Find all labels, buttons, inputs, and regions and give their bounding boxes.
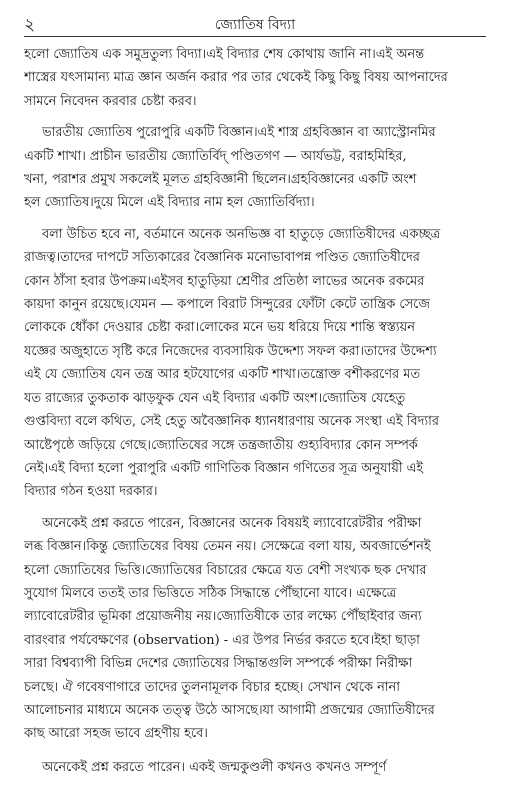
text-line: বলা উচিত হবে না, বর্তমানে অনেক অনভিজ্ঞ বা হাতুড়ে জ্যোতিষীদের একচ্ছত্র: [42, 226, 441, 242]
paragraph: [24, 43, 486, 113]
text-line: অনেকেই প্রশ্ন করতে পারেন। একই জন্মকুণ্ডলী কখনও কখনও সম্পূর্ণ: [42, 759, 387, 775]
text-line: যজ্ঞের অজুহাতে সৃষ্টি করে নিজেদের ব্যবসায়িক উদ্দেশ্য সফল করা।তাদের উদ্দেশ্য: [24, 343, 437, 359]
text-line: সামনে নিবেদন করবার চেষ্টা করব।: [24, 93, 197, 109]
text-line: কাছ আরো সহজ ভাবে গ্রহণীয় হবে।: [24, 726, 208, 742]
text-line: ভারতীয় জ্যোতিষ পুরোপুরি একটি বিজ্ঞান।এই শাস্ত্র গ্রহবিজ্ঞান বা অ্যাস্ট্রোনমির: [42, 125, 436, 141]
paragraph: [24, 121, 486, 215]
text-line: সুযোগ মিলবে ততই তার ভিত্তিতে সঠিক সিদ্ধান্তে পৌঁছানো যাবে। এক্ষেত্রে: [24, 585, 397, 601]
running-title: জ্যোতিষ বিদ্যা: [214, 17, 296, 33]
text-line: বারংবার পর্যবেক্ষণের (observation) - এর উপর নির্ভর করতে হবে।ইহা ছাড়া: [24, 632, 420, 648]
text-line: বিদ্যার গঠন হওয়া দরকার।: [24, 484, 158, 500]
text-line: গুপ্তবিদ্যা বলে কথিত, সেই হেতু অবৈজ্ঞানিক ধ্যানধারণায় অনেক সংস্থা এই বিদ্যার: [24, 414, 439, 430]
text-line: আষ্টেপৃষ্ঠে জড়িয়ে গেছে।জ্যোতিষের সঙ্গে তন্ত্রজাতীয় গুহ্যবিদ্যার কোন সম্পর্ক: [24, 437, 418, 453]
text-line: লব্ধ বিজ্ঞান।কিন্তু জ্যোতিষের বিষয় তেমন নয়। সেক্ষেত্রে বলা যায়, অবজার্ভেশনই: [24, 539, 431, 555]
text-line: নেই।এই বিদ্যা হলো পুরাপুরি একটি গাণিতিক বিজ্ঞান গণিতের সূত্র অনুযায়ী এই: [24, 460, 424, 476]
text-line: একটি শাখা। প্রাচীন ভারতীয় জ্যোতির্বিদ্ পণ্ডিতগণ — আর্যভট্ট, বরাহমিহির,: [24, 148, 407, 164]
text-line: খনা, পরাশর প্রমুখ সকলেই মূলত গ্রহবিজ্ঞানী ছিলেন।গ্রহবিজ্ঞানের একটি অংশ: [24, 172, 417, 188]
text-line: সারা বিশ্বব্যাপী বিভিন্ন দেশের জ্যোতিষের সিদ্ধান্তগুলি সম্পর্কে পরীক্ষা নিরীক্ষা: [24, 656, 413, 672]
page-header: [24, 10, 486, 37]
text-line: লোককে ধোঁকা দেওয়ার চেষ্টা করা।লোকের মনে ভয় ধরিয়ে দিয়ে শান্তি স্বস্ত্যয়ন: [24, 320, 415, 336]
paragraph: [24, 512, 486, 746]
paragraph: [24, 756, 486, 779]
body-text: [24, 43, 486, 779]
text-line: কোন ঠাঁসা হবার উপক্রম।এইসব হাতুড়িয়া শ্রেণীর প্রতিষ্ঠা লাভের অনেক রকমের: [24, 273, 425, 289]
text-line: হলো জ্যোতিষ এক সমুদ্রতুল্য বিদ্যা।এই বিদ্যার শেষ কোথায় জানি না।এই অনন্ত: [24, 47, 425, 62]
text-line: অনেকেই প্রশ্ন করতে পারেন, বিজ্ঞানের অনেক বিষয়ই ল্যাবোরেটরীর পরীক্ষা: [42, 515, 422, 531]
paragraph: [24, 223, 486, 504]
text-line: চলছে। ঐ গবেষণাগারে তাদের তুলনামূলক বিচার হচ্ছে। সেখান থেকে নানা: [24, 679, 400, 695]
text-line: হলো জ্যোতিষের ভিত্তি।জ্যোতিষের বিচারের ক্ষেত্রে যত বেশী সংখ্যক ছক দেখার: [24, 562, 427, 578]
text-line: কায়দা কানুন রয়েছে।যেমন — কপালে বিরাট সিন্দুরের ফোঁটা কেটে তান্ত্রিক সেজে: [24, 297, 430, 313]
text-line: হল জ্যোতিষ।দুয়ে মিলে এই বিদ্যার নাম হল জ্যোতির্বিদ্যা।: [24, 195, 315, 211]
text-line: যত রাজ্যের তুকতাক ঝাড়ফুক যেন এই বিদ্যার একটি অংশ।জ্যোতিষ যেহেতু: [24, 390, 406, 406]
text-line: শাস্ত্রের যৎসামান্য মাত্র জ্ঞান অর্জন করার পর তার থেকেই কিছু কিছু বিষয় আপনাদের: [24, 70, 448, 86]
text-line: ল্যাবোরেটরীর ভূমিকা প্রয়োজনীয় নয়।জ্যোতিষীকে তার লক্ষ্যে পৌঁছাইবার জন্য: [24, 609, 422, 625]
text-line: আলোচনার মাধ্যমে অনেক তত্ত্ব উঠে আসছে।যা আগামী প্রজন্মের জ্যোতিষীদের: [24, 702, 435, 718]
text-line: এই যে জ্যোতিষ যেন তন্ত্র আর হটযোগের একটি শাখা।তন্ত্রোক্ত বশীকরণের মত: [24, 367, 421, 383]
page-number: ২: [24, 15, 36, 35]
text-line: রাজত্ব।তাদের দাপটে সত্যিকারের বৈজ্ঞানিক মনোভাবাপন্ন পণ্ডিত জ্যোতিষীদের: [24, 250, 420, 266]
